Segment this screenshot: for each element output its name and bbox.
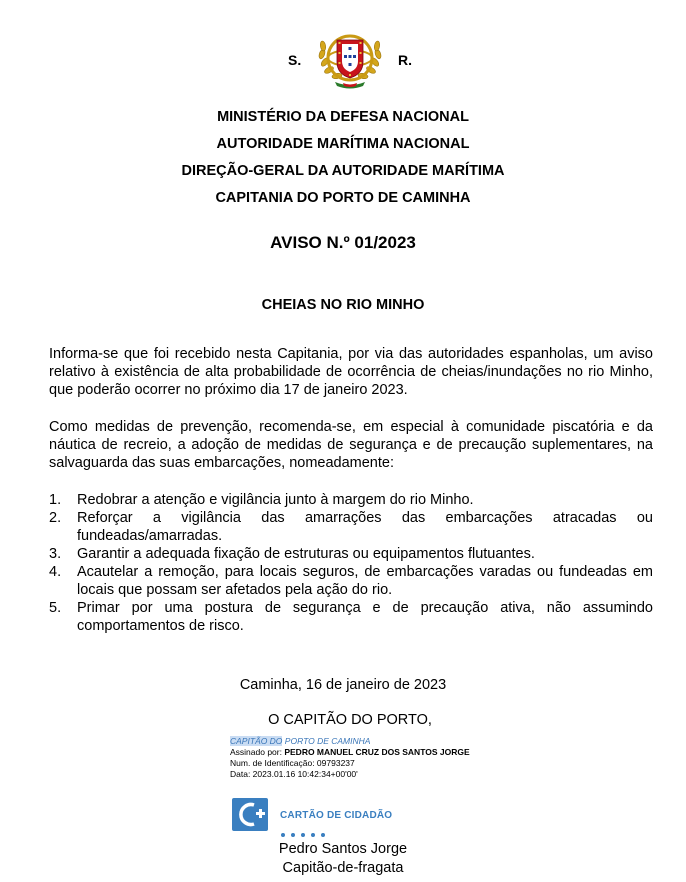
portuguese-coat-of-arms-icon xyxy=(313,26,387,90)
signature-caption xyxy=(230,736,470,747)
sr-left: S. xyxy=(288,52,302,68)
signer-rank: Capitão-de-fragata xyxy=(282,860,404,876)
signature-caption-highlight: CAPITÃO DO xyxy=(230,736,283,746)
list-item-number: 5. xyxy=(49,600,62,616)
org-directorate: DIREÇÃO-GERAL DA AUTORIDADE MARÍTIMA xyxy=(181,163,505,179)
list-item xyxy=(49,491,653,509)
list-item-text: Reforçar a vigilância das amarrações das embarcações atracadas ou fundeadas/amarradas. xyxy=(77,510,653,544)
list-item-text: Primar por uma postura de segurança e de precaução ativa, não assumindo comportamentos de risco. xyxy=(77,600,653,634)
list-item xyxy=(49,599,653,635)
citizen-card-dots xyxy=(281,824,331,842)
citizen-card-logo-icon xyxy=(232,798,268,831)
notice-title: AVISO N.º 01/2023 xyxy=(270,233,416,252)
list-item xyxy=(49,545,653,563)
signature-signed-by xyxy=(230,747,470,758)
signature-id-line: Num. de Identificação: 09793237 xyxy=(230,758,355,768)
document-header xyxy=(0,22,686,92)
list-item-number: 3. xyxy=(49,546,62,562)
signed-by-name: PEDRO MANUEL CRUZ DOS SANTOS JORGE xyxy=(284,747,470,757)
org-maritime-authority: AUTORIDADE MARÍTIMA NACIONAL xyxy=(216,136,470,152)
signer-name: Pedro Santos Jorge xyxy=(278,841,408,857)
list-item xyxy=(49,563,653,599)
list-item-text: Garantir a adequada fixação de estruturas ou equipamentos flutuantes. xyxy=(77,546,535,562)
signed-by-label: Assinado por: xyxy=(230,747,285,757)
list-item-text: Redobrar a atenção e vigilância junto à margem do rio Minho. xyxy=(77,492,474,508)
list-item xyxy=(49,509,653,545)
place-and-date: Caminha, 16 de janeiro de 2023 xyxy=(239,677,447,693)
notice-paragraph-intro: Informa-se que foi recebido nesta Capitania, por via das autoridades espanholas, um aviso relativo à existência de alta probabilidade de ocorrência de cheias/inundações no rio Minho, que poderão ocorrer no próximo dia 17 de janeiro 2023. xyxy=(49,346,653,398)
digital-signature-block xyxy=(230,736,470,780)
notice-subject: CHEIAS NO RIO MINHO xyxy=(261,297,425,313)
signer-title: O CAPITÃO DO PORTO, xyxy=(268,712,432,728)
signature-date-line: Data: 2023.01.16 10:42:34+00'00' xyxy=(230,769,358,779)
signature-caption-rest: PORTO DE CAMINHA xyxy=(282,736,371,746)
measures-list xyxy=(49,491,653,635)
list-item-number: 2. xyxy=(49,510,62,526)
list-item-number: 1. xyxy=(49,492,62,508)
sr-right: R. xyxy=(398,52,412,68)
list-item-text: Acautelar a remoção, para locais seguros, de embarcações varadas ou fundeadas em locais que possam ser afetados pela ação do rio. xyxy=(77,564,653,598)
notice-paragraph-recommendation: Como medidas de prevenção, recomenda-se, em especial à comunidade piscatória e da náutica de recreio, a adoção de medidas de segurança e de precaução suplementares, na salvaguarda das suas embarcações, nomeadamente: xyxy=(49,419,653,471)
citizen-card-label: CARTÃO DE CIDADÃO xyxy=(280,810,393,821)
org-harbour-office: CAPITANIA DO PORTO DE CAMINHA xyxy=(215,190,471,206)
list-item-number: 4. xyxy=(49,564,62,580)
org-ministry: MINISTÉRIO DA DEFESA NACIONAL xyxy=(217,109,469,125)
